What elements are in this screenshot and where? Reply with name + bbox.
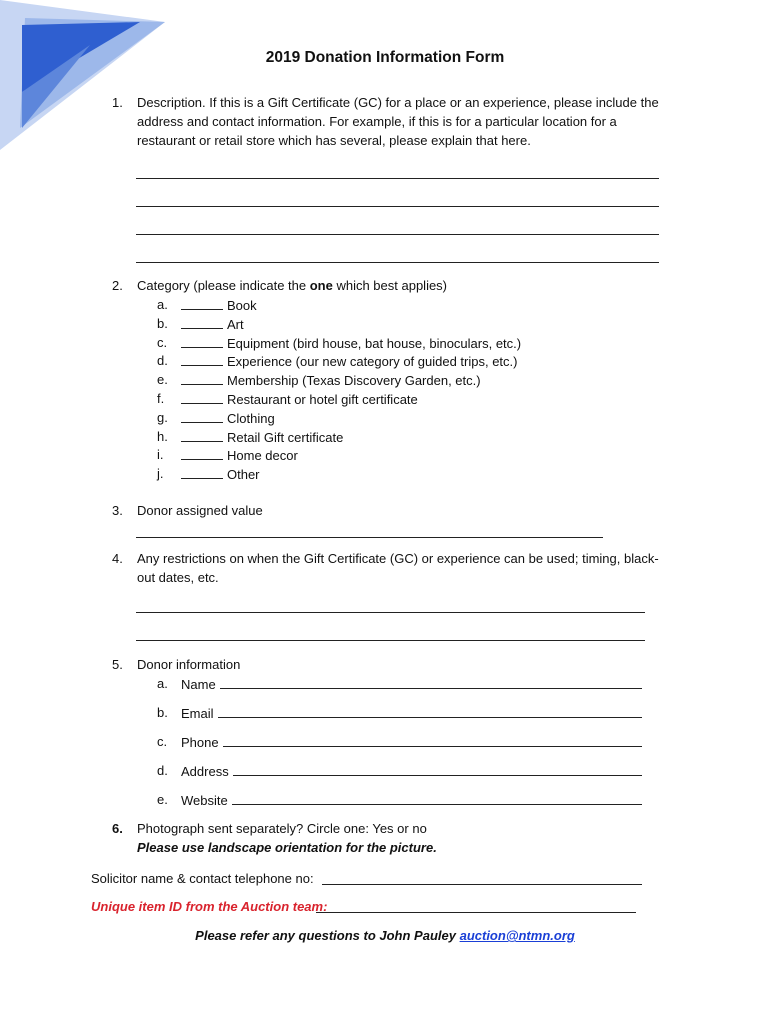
category-option[interactable] xyxy=(181,316,244,333)
category-option-label: Other xyxy=(227,467,260,483)
donor-field-line[interactable] xyxy=(233,763,642,776)
category-option-letter: j. xyxy=(157,466,164,482)
q4-answer-line-1[interactable] xyxy=(136,612,645,613)
category-option[interactable] xyxy=(181,447,298,464)
q1-answer-line-1[interactable] xyxy=(136,178,659,179)
donor-field-address xyxy=(181,763,642,780)
category-option-blank[interactable] xyxy=(181,466,223,479)
q4-answer-line-2[interactable] xyxy=(136,640,645,641)
category-option[interactable] xyxy=(181,429,343,446)
donor-field-label: Name xyxy=(181,677,216,692)
category-option-blank[interactable] xyxy=(181,297,223,310)
category-option-letter: f. xyxy=(157,391,165,406)
q2-number: 2. xyxy=(112,278,123,293)
donor-field-letter: e. xyxy=(157,792,168,807)
category-option-label: Membership (Texas Discovery Garden, etc.) xyxy=(227,373,481,389)
q1-line-3: restaurant or retail store which has several, please explain that here. xyxy=(137,133,531,148)
category-option[interactable] xyxy=(181,391,418,408)
page-title: 2019 Donation Information Form xyxy=(265,49,505,66)
donor-field-letter: d. xyxy=(157,763,168,778)
q6-number: 6. xyxy=(112,821,123,836)
category-option-letter: c. xyxy=(157,334,168,350)
q1-answer-line-4[interactable] xyxy=(136,262,659,263)
donor-field-letter: c. xyxy=(157,734,168,749)
category-option-letter: b. xyxy=(157,315,168,331)
q1-line-1: Description. If this is a Gift Certificate (GC) for a place or an experience, please include the xyxy=(137,95,659,110)
unique-item-label: Unique item ID from the Auction team: xyxy=(91,899,328,914)
donor-field-label: Email xyxy=(181,706,214,721)
donor-field-line[interactable] xyxy=(220,676,642,689)
category-option-blank[interactable] xyxy=(181,372,223,385)
q5-number: 5. xyxy=(112,657,123,672)
category-option-label: Restaurant or hotel gift certificate xyxy=(227,392,418,407)
donor-field-line[interactable] xyxy=(223,734,642,747)
category-option-blank[interactable] xyxy=(181,447,223,460)
category-option-label: Experience (our new category of guided trips, etc.) xyxy=(227,354,518,370)
category-option-letter: a. xyxy=(157,297,168,312)
donor-field-website xyxy=(181,792,642,809)
q4-line-1: Any restrictions on when the Gift Certificate (GC) or experience can be used; timing, black- xyxy=(137,551,659,566)
q2-label: Category (please indicate the one which best applies) xyxy=(137,278,448,293)
donor-field-line[interactable] xyxy=(232,792,642,805)
category-option-letter: h. xyxy=(157,428,168,444)
solicitor-line[interactable] xyxy=(322,884,642,885)
category-option-blank[interactable] xyxy=(181,429,223,442)
category-option-label: Clothing xyxy=(227,410,275,426)
donor-value-line[interactable] xyxy=(136,537,603,538)
category-option-label: Retail Gift certificate xyxy=(227,429,344,445)
q3-number: 3. xyxy=(112,503,123,518)
category-option-letter: e. xyxy=(157,372,168,388)
category-option[interactable] xyxy=(181,410,275,427)
category-option-letter: g. xyxy=(157,409,168,425)
category-option-blank[interactable] xyxy=(181,316,223,329)
category-option-label: Equipment (bird house, bat house, binoculars, etc.) xyxy=(227,335,522,351)
category-option-label: Art xyxy=(227,316,244,332)
donor-field-letter: b. xyxy=(157,705,168,720)
donor-field-phone xyxy=(181,734,642,751)
footer-email-link[interactable]: auction@ntmn.org xyxy=(459,928,575,943)
solicitor-label: Solicitor name & contact telephone no: xyxy=(91,871,314,886)
q5-label: Donor information xyxy=(137,657,241,672)
q4-line-2: out dates, etc. xyxy=(137,570,219,585)
category-option-letter: i. xyxy=(157,447,164,463)
category-option-blank[interactable] xyxy=(181,391,223,404)
footer xyxy=(0,928,770,944)
q4-number: 4. xyxy=(112,551,123,566)
q1-answer-line-2[interactable] xyxy=(136,206,659,207)
footer-text: Please refer any questions to John Pauley xyxy=(195,928,460,943)
category-option-blank[interactable] xyxy=(181,335,223,348)
category-option-letter: d. xyxy=(157,353,168,369)
donor-field-letter: a. xyxy=(157,676,168,691)
donor-field-email xyxy=(181,705,642,722)
donor-field-line[interactable] xyxy=(218,705,642,718)
donor-field-label: Address xyxy=(181,764,229,779)
q1-number: 1. xyxy=(112,95,123,110)
q6-note: Please use landscape orientation for the picture. xyxy=(137,840,437,855)
category-option[interactable] xyxy=(181,353,517,370)
q1-line-2: address and contact information. For example, if this is for a particular location for a xyxy=(137,114,617,129)
donor-field-name xyxy=(181,676,642,693)
q6-label: Photograph sent separately? Circle one: Yes or no xyxy=(137,821,427,836)
q3-label: Donor assigned value xyxy=(137,503,263,518)
category-option[interactable] xyxy=(181,335,521,352)
category-option[interactable] xyxy=(181,466,260,483)
category-option[interactable] xyxy=(181,297,257,314)
category-option-label: Home decor xyxy=(227,448,298,464)
category-option-label: Book xyxy=(227,298,257,313)
unique-item-line[interactable] xyxy=(316,912,636,913)
category-option-blank[interactable] xyxy=(181,410,223,423)
donor-field-label: Website xyxy=(181,793,228,808)
donor-field-label: Phone xyxy=(181,735,219,750)
category-option[interactable] xyxy=(181,372,481,389)
category-option-blank[interactable] xyxy=(181,353,223,366)
q1-answer-line-3[interactable] xyxy=(136,234,659,235)
